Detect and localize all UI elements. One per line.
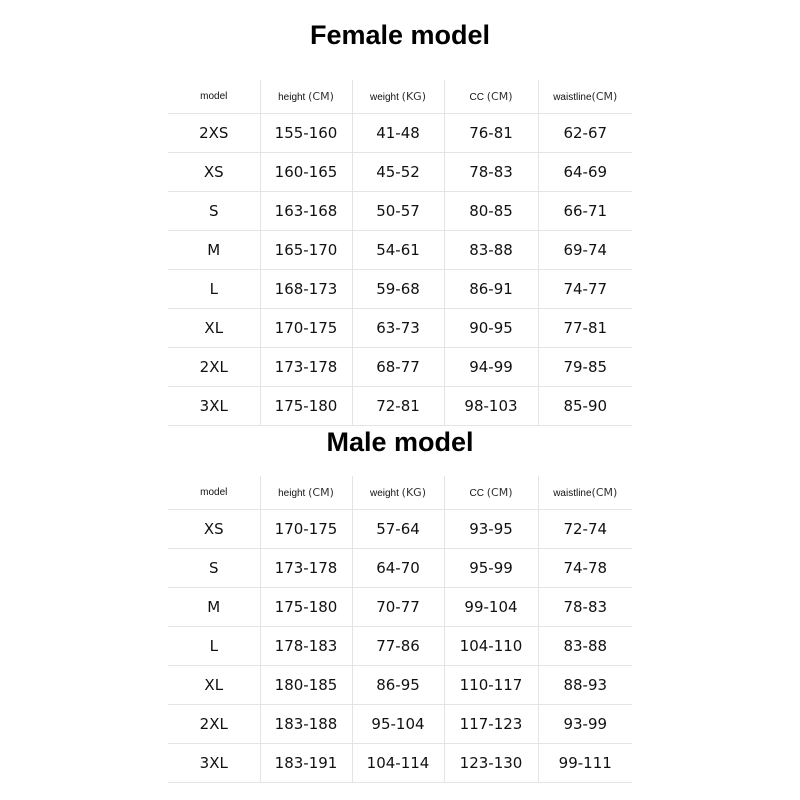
cell-weight: 104-114 (352, 744, 444, 783)
cell-model: S (168, 192, 260, 231)
header-label: height (278, 488, 306, 499)
cell-model: 3XL (168, 387, 260, 426)
cell-weight: 41-48 (352, 114, 444, 153)
cell-model: 2XL (168, 348, 260, 387)
male-table-body (168, 510, 632, 783)
male-model-title: Male model (326, 427, 474, 457)
table-row (168, 705, 632, 744)
header-unit: (CM) (486, 90, 513, 103)
cell-cc: 78-83 (444, 153, 538, 192)
table-row (168, 270, 632, 309)
header-unit: (CM) (308, 90, 334, 103)
cell-height: 173-178 (260, 348, 352, 387)
table-row (168, 510, 632, 549)
header-unit: (CM) (591, 486, 618, 499)
cell-weight: 95-104 (352, 705, 444, 744)
cell-waistline: 85-90 (538, 387, 632, 426)
cell-height: 160-165 (260, 153, 352, 192)
table-row (168, 387, 632, 426)
table-row (168, 627, 632, 666)
cell-cc: 90-95 (444, 309, 538, 348)
cell-height: 183-188 (260, 705, 352, 744)
table-row (168, 549, 632, 588)
cell-model: L (168, 627, 260, 666)
header-label: CC (469, 488, 484, 499)
cell-cc: 104-110 (444, 627, 538, 666)
female-model-title: Female model (309, 20, 491, 50)
cell-weight: 64-70 (352, 549, 444, 588)
female-size-table (168, 80, 632, 426)
cell-waistline: 79-85 (538, 348, 632, 387)
cell-weight: 77-86 (352, 627, 444, 666)
header-label: model (200, 91, 228, 102)
cell-model: 3XL (168, 744, 260, 783)
header-label: waistline (553, 92, 592, 103)
cell-cc: 110-117 (444, 666, 538, 705)
header-label: weight (369, 488, 399, 499)
cell-height: 183-191 (260, 744, 352, 783)
cell-height: 173-178 (260, 549, 352, 588)
cell-weight: 54-61 (352, 231, 444, 270)
cell-waistline: 64-69 (538, 153, 632, 192)
cell-height: 178-183 (260, 627, 352, 666)
table-header-row (168, 80, 632, 114)
cell-model: M (168, 231, 260, 270)
cell-waistline: 66-71 (538, 192, 632, 231)
cell-model: XL (168, 666, 260, 705)
cell-waistline: 62-67 (538, 114, 632, 153)
header-unit: (CM) (486, 486, 513, 499)
cell-model: S (168, 549, 260, 588)
header-unit: (KG) (401, 90, 426, 103)
cell-cc: 123-130 (444, 744, 538, 783)
cell-weight: 68-77 (352, 348, 444, 387)
table-row (168, 666, 632, 705)
cell-height: 165-170 (260, 231, 352, 270)
cell-height: 175-180 (260, 387, 352, 426)
cell-cc: 93-95 (444, 510, 538, 549)
cell-height: 168-173 (260, 270, 352, 309)
cell-cc: 83-88 (444, 231, 538, 270)
cell-model: XS (168, 510, 260, 549)
cell-model: XL (168, 309, 260, 348)
cell-height: 180-185 (260, 666, 352, 705)
header-unit: (CM) (308, 486, 334, 499)
male-size-table (168, 476, 632, 783)
cell-cc: 76-81 (444, 114, 538, 153)
cell-waistline: 88-93 (538, 666, 632, 705)
header-label: CC (469, 92, 484, 103)
cell-weight: 72-81 (352, 387, 444, 426)
cell-height: 155-160 (260, 114, 352, 153)
cell-waistline: 77-81 (538, 309, 632, 348)
cell-waistline: 83-88 (538, 627, 632, 666)
cell-height: 175-180 (260, 588, 352, 627)
header-waistline (538, 80, 632, 114)
cell-waistline: 93-99 (538, 705, 632, 744)
cell-cc: 99-104 (444, 588, 538, 627)
cell-weight: 63-73 (352, 309, 444, 348)
cell-cc: 95-99 (444, 549, 538, 588)
cell-model: 2XL (168, 705, 260, 744)
cell-model: M (168, 588, 260, 627)
cell-model: XS (168, 153, 260, 192)
cell-model: 2XS (168, 114, 260, 153)
header-unit: (KG) (401, 486, 426, 499)
header-weight (352, 80, 444, 114)
cell-cc: 86-91 (444, 270, 538, 309)
cell-weight: 50-57 (352, 192, 444, 231)
cell-waistline: 78-83 (538, 588, 632, 627)
cell-waistline: 99-111 (538, 744, 632, 783)
table-row (168, 153, 632, 192)
header-weight (352, 476, 444, 510)
cell-model: L (168, 270, 260, 309)
cell-cc: 80-85 (444, 192, 538, 231)
cell-weight: 59-68 (352, 270, 444, 309)
header-label: weight (369, 92, 399, 103)
cell-weight: 45-52 (352, 153, 444, 192)
table-row (168, 192, 632, 231)
cell-height: 163-168 (260, 192, 352, 231)
header-label: model (200, 487, 228, 498)
cell-waistline: 69-74 (538, 231, 632, 270)
cell-cc: 117-123 (444, 705, 538, 744)
table-row (168, 588, 632, 627)
table-row (168, 231, 632, 270)
header-unit: (CM) (591, 90, 618, 103)
table-row (168, 114, 632, 153)
header-label: waistline (553, 488, 592, 499)
header-label: height (278, 92, 306, 103)
table-header-row (168, 476, 632, 510)
cell-waistline: 74-78 (538, 549, 632, 588)
table-row (168, 348, 632, 387)
header-cc (444, 80, 538, 114)
cell-weight: 70-77 (352, 588, 444, 627)
cell-cc: 98-103 (444, 387, 538, 426)
cell-weight: 57-64 (352, 510, 444, 549)
table-row (168, 744, 632, 783)
cell-height: 170-175 (260, 510, 352, 549)
header-waistline (538, 476, 632, 510)
header-height (260, 476, 352, 510)
cell-waistline: 72-74 (538, 510, 632, 549)
header-model (168, 80, 260, 114)
cell-height: 170-175 (260, 309, 352, 348)
table-row (168, 309, 632, 348)
cell-weight: 86-95 (352, 666, 444, 705)
cell-cc: 94-99 (444, 348, 538, 387)
female-table-body (168, 114, 632, 426)
header-cc (444, 476, 538, 510)
header-model (168, 476, 260, 510)
cell-waistline: 74-77 (538, 270, 632, 309)
header-height (260, 80, 352, 114)
